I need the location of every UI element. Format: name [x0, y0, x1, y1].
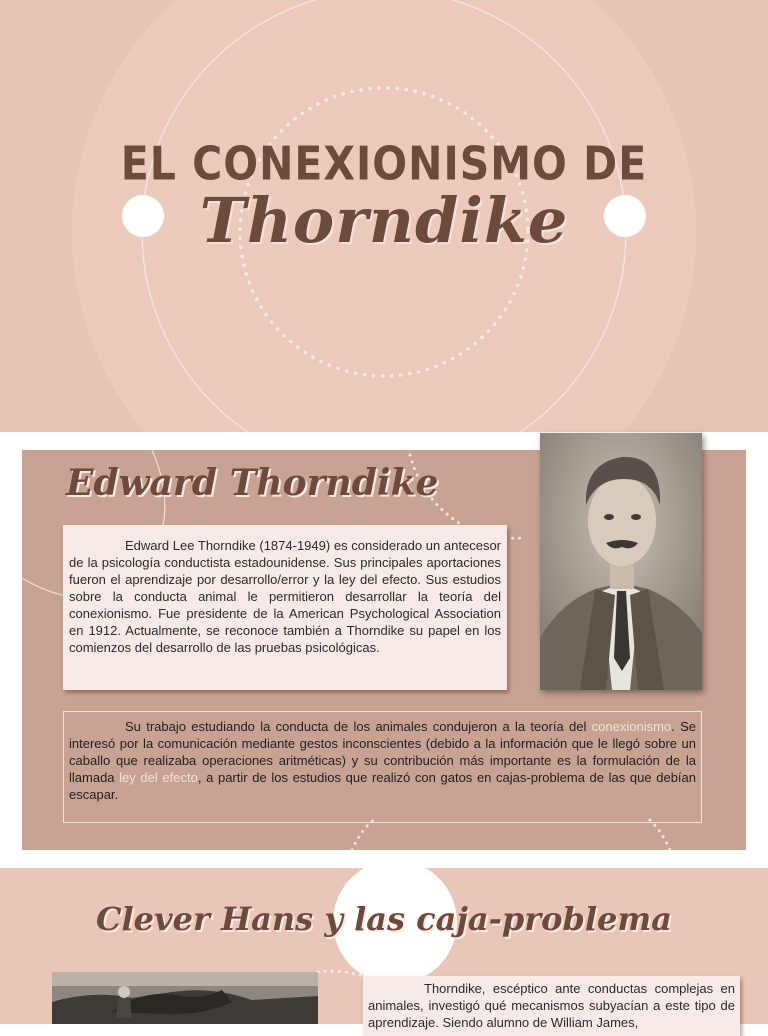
work-text-part2: . Se interesó por la comunicación mediante gestos inconscientes (debido a la información que le llegó sobre un caballo que realizaba operaciones aritméticas) y su contribución más importante es la formulación de la llamada: [69, 719, 697, 785]
page-subtitle: Thorndike: [199, 184, 569, 257]
clever-hans-paragraph: Thorndike, escéptico ante conductas complejas en animales, investigó qué mecanismos subyacían a este tipo de aprendizaje. Siendo alumno de William James,: [368, 981, 735, 1030]
hero-banner: [0, 0, 768, 432]
thorndike-portrait-image: [540, 433, 702, 690]
work-paragraph: [69, 718, 696, 803]
biography-text-box: [63, 525, 507, 690]
work-text-part3: , a partir de los estudios que realizó con gatos en cajas-problema de las que debían escapar.: [69, 770, 697, 802]
ley-del-efecto-link[interactable]: ley del efecto: [119, 770, 198, 785]
clever-hans-heading: Clever Hans y las caja-problema: [96, 900, 672, 938]
conexionismo-link[interactable]: conexionismo: [591, 719, 672, 734]
work-text-box: [63, 711, 702, 823]
work-text-part1: Su trabajo estudiando la conducta de los animales condujeron a la teoría del: [125, 719, 592, 734]
biography-heading: Edward Thorndike: [66, 462, 439, 504]
clever-hans-text-box: [363, 976, 740, 1036]
biography-paragraph: Edward Lee Thorndike (1874-1949) es considerado un antecesor de la psicología conductista estadounidense. Sus principales aportaciones fueron el aprendizaje por desarrollo/error y la ley del efecto. Sus estudios sobre la conducta animal le permitieron desarrollar la teoría del conexionismo. Fue presidente de la American Psychological Association en 1912. Actualmente, se reconoce también a Thorndike su papel en los comienzos del desarrollo de las pruebas psicológicas.: [69, 538, 501, 655]
clever-hans-photo: [52, 972, 318, 1024]
page-title: EL CONEXIONISMO DE: [120, 137, 648, 191]
